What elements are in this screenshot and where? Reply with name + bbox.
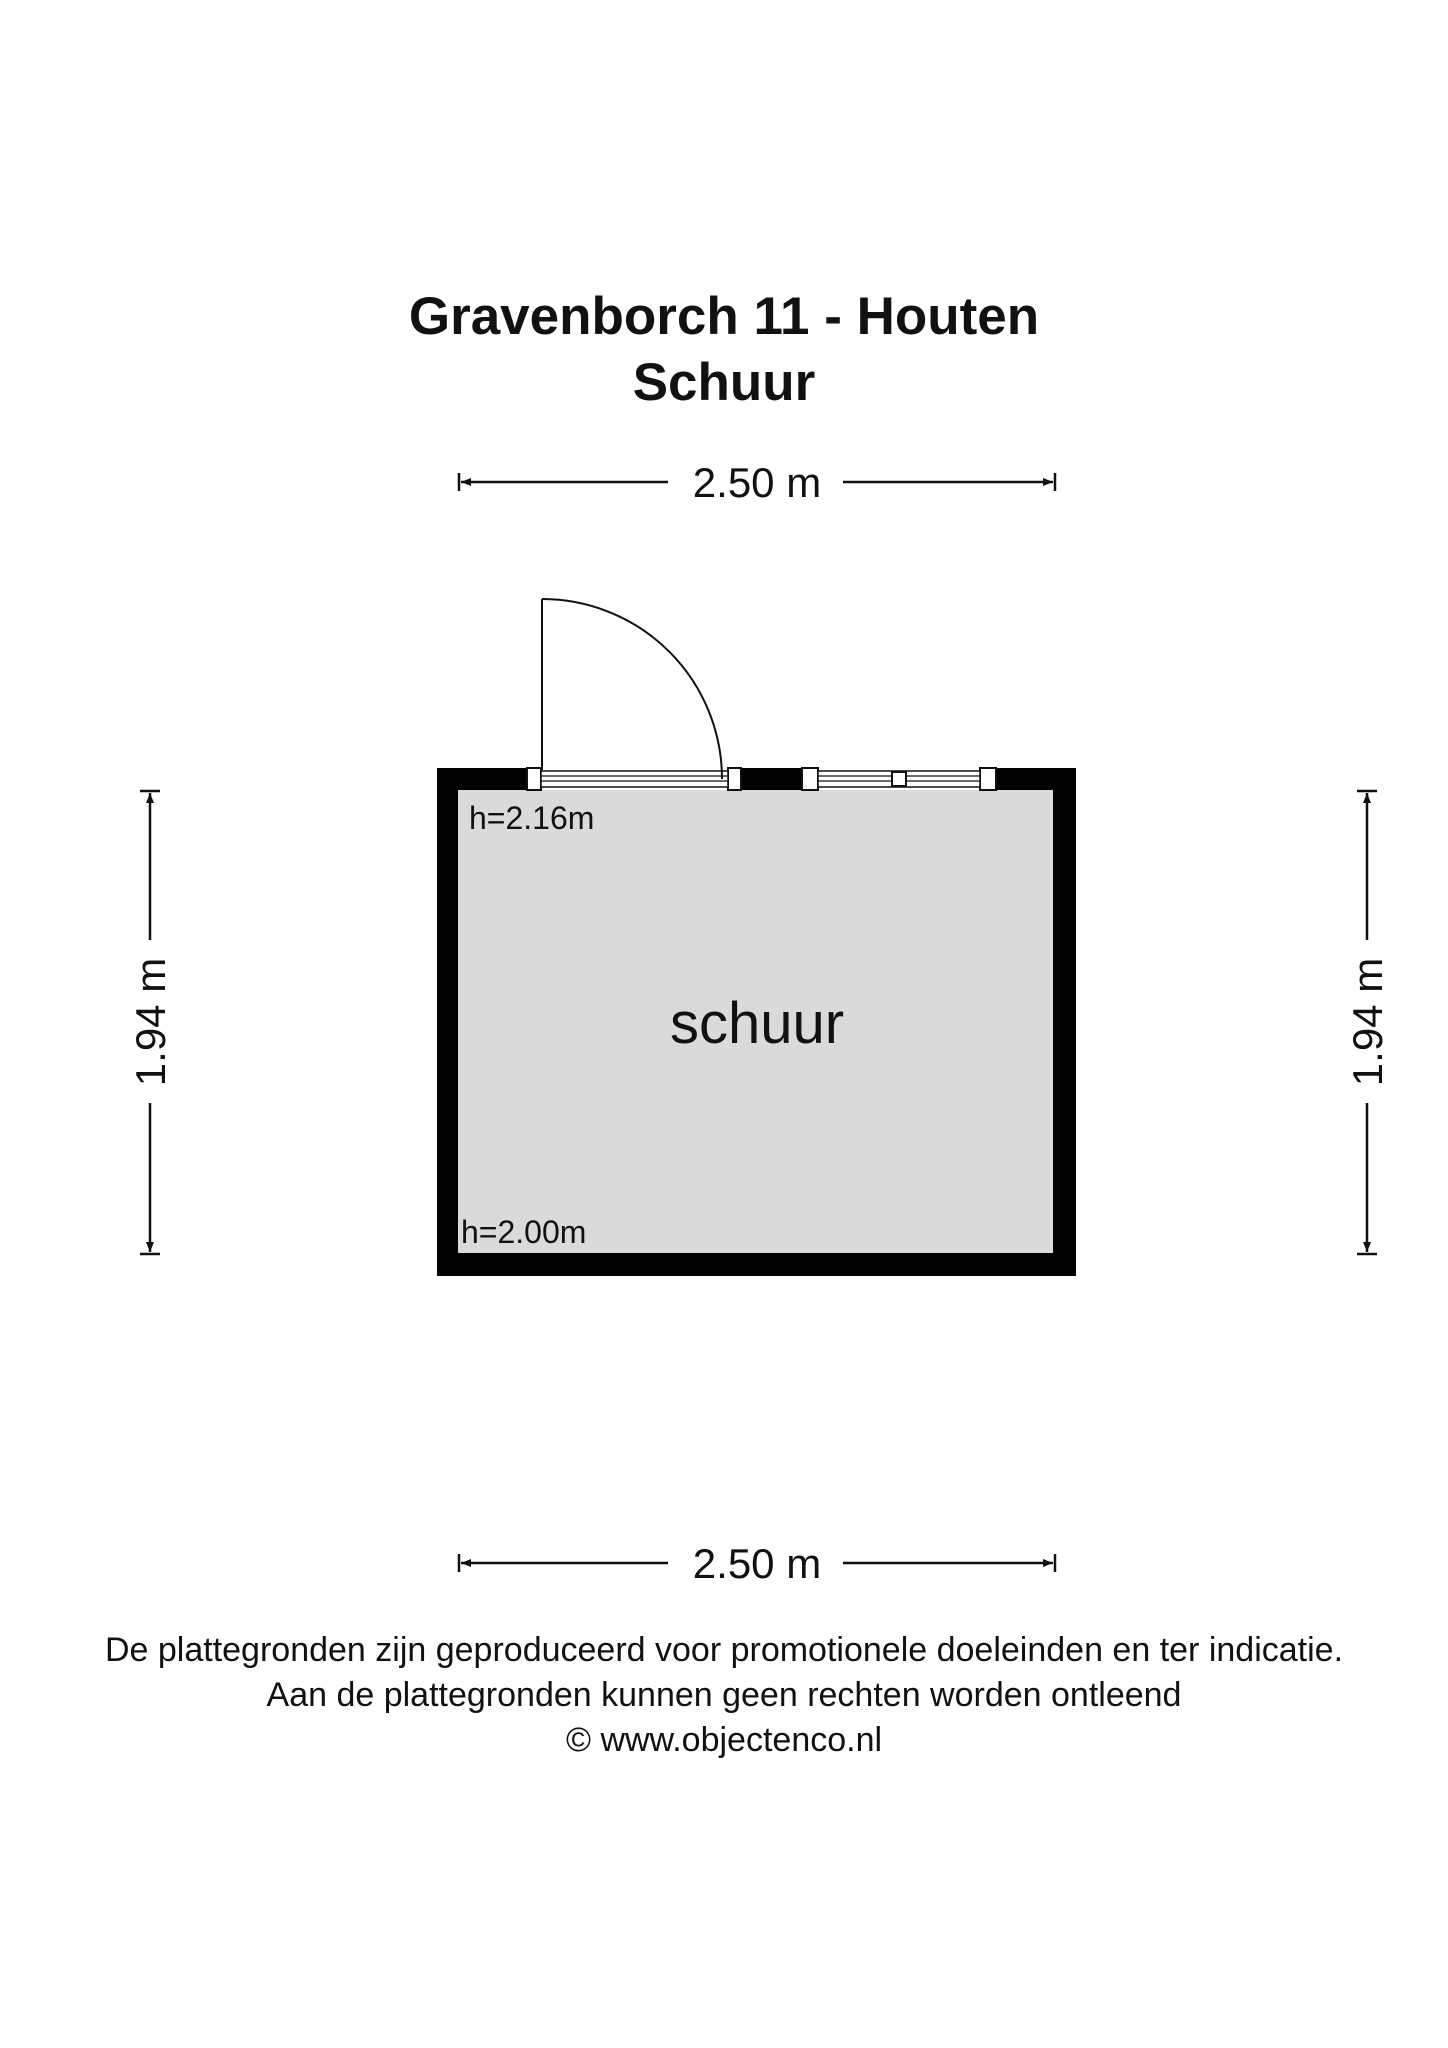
disclaimer-line-2: Aan de plattegronden kunnen geen rechten worden ontleend <box>266 1676 1182 1714</box>
dimension-right-depth <box>1344 791 1391 1254</box>
dimension-top-label: 2.50 m <box>692 459 822 506</box>
dimension-bottom-label: 2.50 m <box>692 1540 822 1587</box>
wall-bottom <box>437 1253 1076 1276</box>
ceiling-height-back: h=2.00m <box>461 1214 587 1250</box>
dimension-left-label: 1.94 m <box>127 957 174 1087</box>
plan-subtitle: Schuur <box>632 353 816 412</box>
door-swing <box>542 599 722 779</box>
disclaimer-line-1: De plattegronden zijn geproduceerd voor promotionele doeleinden en ter indicatie. <box>104 1631 1344 1669</box>
dimension-right-label: 1.94 m <box>1344 957 1391 1087</box>
wall-top-middle <box>741 768 802 790</box>
plan-title: Gravenborch 11 - Houten <box>408 287 1040 346</box>
wall-left <box>437 768 458 1276</box>
wall-right <box>1053 768 1076 1276</box>
dimension-top-width <box>459 459 1055 506</box>
room-name: schuur <box>669 991 845 1056</box>
dimension-left-depth <box>127 791 174 1254</box>
window <box>802 768 996 790</box>
ceiling-height-front: h=2.16m <box>469 800 595 836</box>
copyright-notice: © www.objectenco.nl <box>565 1721 883 1759</box>
dimension-bottom-width <box>459 1540 1055 1587</box>
door-opening <box>527 768 741 790</box>
